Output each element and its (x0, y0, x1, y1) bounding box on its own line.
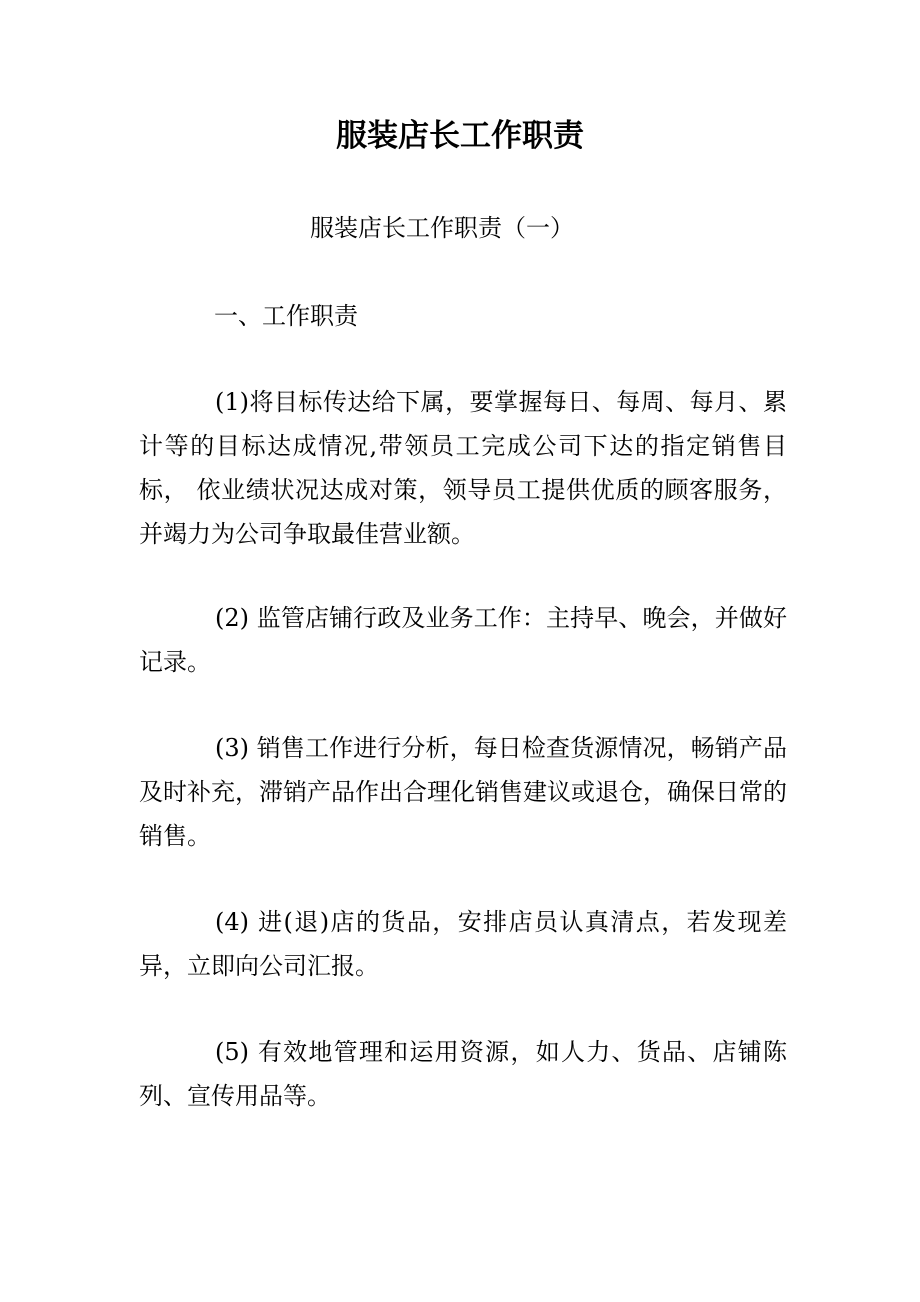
section-heading: 一、工作职责 (214, 302, 358, 330)
paragraph-4: (4) 进(退)店的货品，安排店员认真清点，若发现差异，立即向公司汇报。 (139, 908, 787, 980)
paragraph-1: (1)将目标传达给下属，要掌握每日、每周、每月、累计等的目标达成情况,带领员工完成公司下达的指定销售目标， 依业绩状况达成对策，领导员工提供优质的顾客服务，并竭力为公司争取最佳营业额。 (139, 388, 787, 548)
paragraph-5: (5) 有效地管理和运用资源，如人力、货品、店铺陈列、宣传用品等。 (139, 1038, 787, 1110)
paragraph-2: (2) 监管店铺行政及业务工作：主持早、晚会，并做好记录。 (139, 604, 787, 676)
document-title: 服装店长工作职责 (336, 118, 584, 154)
document-subtitle: 服装店长工作职责（一） (310, 214, 574, 242)
paragraph-3: (3) 销售工作进行分析，每日检查货源情况，畅销产品及时补充，滞销产品作出合理化销售建议或退仓，确保日常的销售。 (139, 734, 787, 850)
